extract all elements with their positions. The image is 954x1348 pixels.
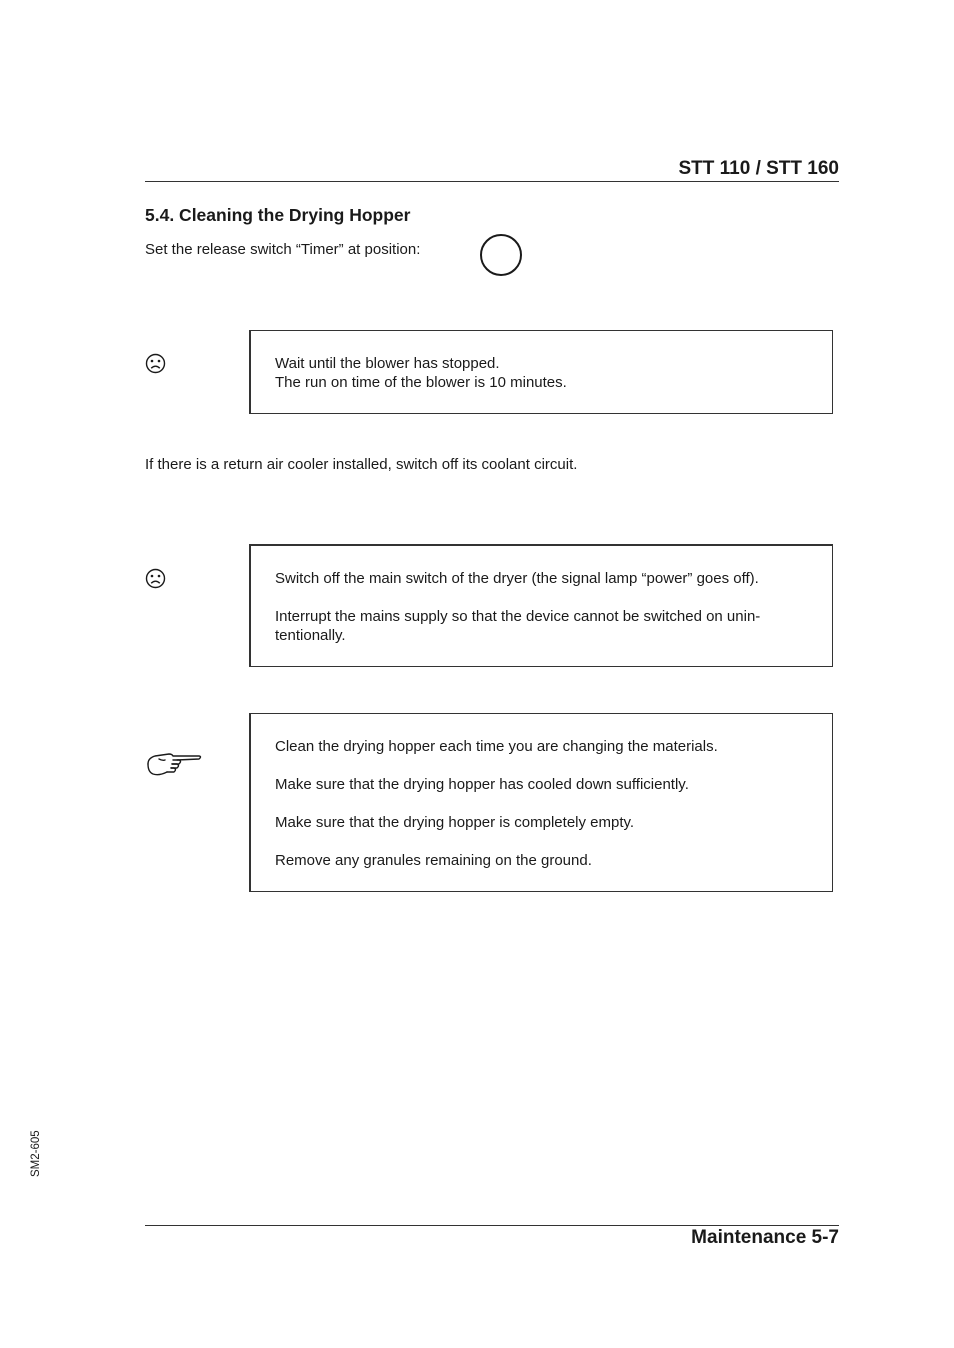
frown-face-icon [145,568,166,589]
timer-instruction: Set the release switch “Timer” at position: [145,241,421,258]
header-product-title: STT 110 / STT 160 [678,158,839,179]
warning-text: tentionally. [275,627,346,644]
pointing-hand-icon [145,750,203,782]
cleaning-hint-box [249,713,833,892]
warning-text: Interrupt the mains supply so that the device cannot be switched on unin- [275,608,761,625]
frown-face-icon [145,353,166,374]
hint-item: Clean the drying hopper each time you are changing the materials. [275,738,718,755]
hint-item: Remove any granules remaining on the ground. [275,852,592,869]
section-title: 5.4. Cleaning the Drying Hopper [145,205,411,225]
footer-page-label: Maintenance 5-7 [691,1227,839,1248]
document-code: SM2-605 [30,1130,42,1177]
footer-rule [145,1225,839,1226]
hint-item: Make sure that the drying hopper is completely empty. [275,814,635,831]
warning-line: Wait until the blower has stopped. [275,355,500,372]
blower-warning-box [249,330,833,414]
main-switch-warning-box [249,544,833,667]
header-rule [145,181,839,182]
warning-paragraph [275,607,808,645]
hint-item: Make sure that the drying hopper has cooled down sufficiently. [275,776,689,793]
warning-line: The run on time of the blower is 10 minutes. [275,374,567,391]
warning-paragraph: Switch off the main switch of the dryer (the signal lamp “power” goes off). [275,570,759,587]
cooler-instruction: If there is a return air cooler installed, switch off its coolant circuit. [145,456,578,473]
timer-position-circle-icon [480,234,522,276]
